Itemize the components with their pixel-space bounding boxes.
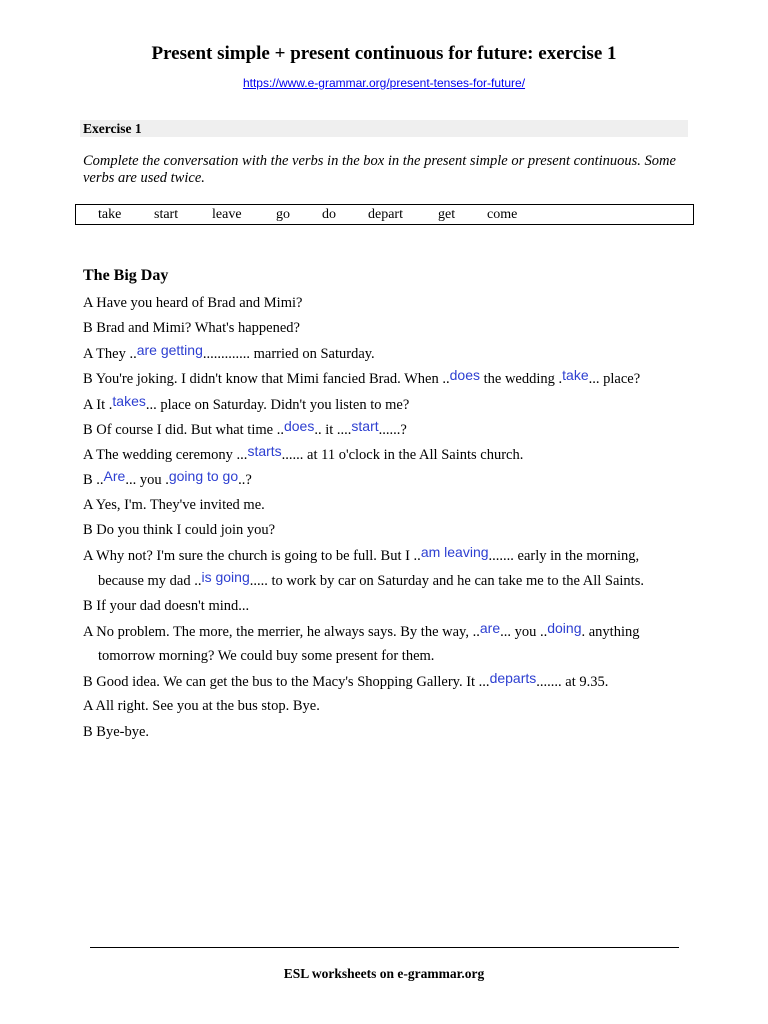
line-text: ... place on Saturday. Didn't you listen to me? bbox=[145, 397, 410, 413]
exercise-header-bar bbox=[80, 120, 688, 137]
answer-text: Are bbox=[103, 468, 126, 484]
answer-text: start bbox=[351, 418, 379, 434]
answer-text: am leaving bbox=[420, 544, 489, 560]
line-text: B Good idea. We can get the bus to the Macy's Shopping Gallery. It ... bbox=[83, 674, 490, 690]
line-text: the wedding . bbox=[479, 371, 563, 387]
footer-divider bbox=[90, 947, 679, 948]
dialogue-line: B Bye-bye. bbox=[83, 724, 150, 740]
line-text: ....... early in the morning, bbox=[488, 548, 640, 564]
dialogue-line bbox=[83, 443, 524, 464]
dialogue-line bbox=[83, 367, 641, 388]
line-text: ... you . bbox=[125, 472, 169, 488]
verb-item: leave bbox=[212, 207, 242, 222]
answer-text: are getting bbox=[136, 342, 203, 358]
dialogue-line bbox=[98, 569, 644, 590]
verb-item: come bbox=[487, 207, 518, 222]
verb-item: start bbox=[154, 207, 179, 222]
answer-text: is going bbox=[201, 569, 250, 585]
line-text: .. it .... bbox=[314, 422, 352, 438]
exercise-label: Exercise 1 bbox=[83, 121, 142, 136]
answer-text: going to go bbox=[168, 468, 239, 484]
dialogue-line: A All right. See you at the bus stop. Bye. bbox=[83, 698, 320, 714]
dialogue-line bbox=[83, 544, 640, 565]
answer-text: does bbox=[283, 418, 315, 434]
source-link[interactable]: https://www.e-grammar.org/present-tenses-for-future/ bbox=[242, 76, 526, 90]
dialogue-line bbox=[83, 670, 609, 691]
line-text: ....... at 9.35. bbox=[536, 674, 609, 690]
page-title: Present simple + present continuous for future: exercise 1 bbox=[151, 43, 617, 64]
line-text: ...... at 11 o'clock in the All Saints church. bbox=[281, 447, 524, 463]
line-text: ... place? bbox=[588, 371, 641, 387]
dialogue-line bbox=[83, 418, 407, 439]
line-text: B You're joking. I didn't know that Mimi fancied Brad. When .. bbox=[83, 371, 450, 387]
line-text: ......? bbox=[378, 422, 407, 438]
answer-text: departs bbox=[489, 670, 537, 686]
line-text: ... you .. bbox=[500, 624, 548, 640]
line-text: B Of course I did. But what time .. bbox=[83, 422, 284, 438]
section-heading: The Big Day bbox=[83, 267, 169, 284]
dialogue-line: A Have you heard of Brad and Mimi? bbox=[83, 295, 303, 311]
line-text: A It . bbox=[83, 397, 113, 413]
line-text: ..... to work by car on Saturday and he can take me to the All Saints. bbox=[249, 573, 644, 589]
dialogue-line bbox=[83, 342, 375, 363]
line-text: B .. bbox=[83, 472, 104, 488]
verb-item: go bbox=[276, 207, 290, 222]
line-text: ..? bbox=[238, 472, 252, 488]
answer-text: does bbox=[449, 367, 480, 383]
dialogue-line bbox=[83, 620, 640, 641]
line-text: A The wedding ceremony ... bbox=[83, 447, 248, 463]
answer-text: take bbox=[562, 367, 589, 383]
answer-text: takes bbox=[112, 393, 146, 409]
dialogue-line: B Brad and Mimi? What's happened? bbox=[83, 320, 300, 336]
line-text: A Why not? I'm sure the church is going to be full. But I .. bbox=[83, 548, 421, 564]
verb-box bbox=[75, 204, 694, 225]
footer-text: ESL worksheets on e-grammar.org bbox=[283, 966, 485, 981]
verb-item: do bbox=[322, 207, 336, 222]
dialogue-line bbox=[83, 468, 252, 489]
answer-text: doing bbox=[547, 620, 582, 636]
line-text: . anything bbox=[581, 624, 640, 640]
dialogue-line: B If your dad doesn't mind... bbox=[83, 598, 250, 614]
answer-text: starts bbox=[247, 443, 282, 459]
dialogue-line: A Yes, I'm. They've invited me. bbox=[83, 497, 265, 513]
instructions: Complete the conversation with the verbs in the box in the present simple or present continuous. Some verbs are used twice. bbox=[83, 153, 676, 186]
verb-item: get bbox=[438, 207, 456, 222]
line-text: ............. married on Saturday. bbox=[202, 346, 375, 362]
dialogue-line: B Do you think I could join you? bbox=[83, 522, 276, 538]
dialogue-line: tomorrow morning? We could buy some present for them. bbox=[98, 648, 435, 664]
verb-item: take bbox=[98, 207, 122, 222]
dialogue-line bbox=[83, 393, 410, 414]
line-text: A No problem. The more, the merrier, he always says. By the way, .. bbox=[83, 624, 480, 640]
line-text: because my dad .. bbox=[98, 573, 202, 589]
verb-item: depart bbox=[368, 207, 403, 222]
answer-text: are bbox=[479, 620, 501, 636]
line-text: A They .. bbox=[83, 346, 137, 362]
